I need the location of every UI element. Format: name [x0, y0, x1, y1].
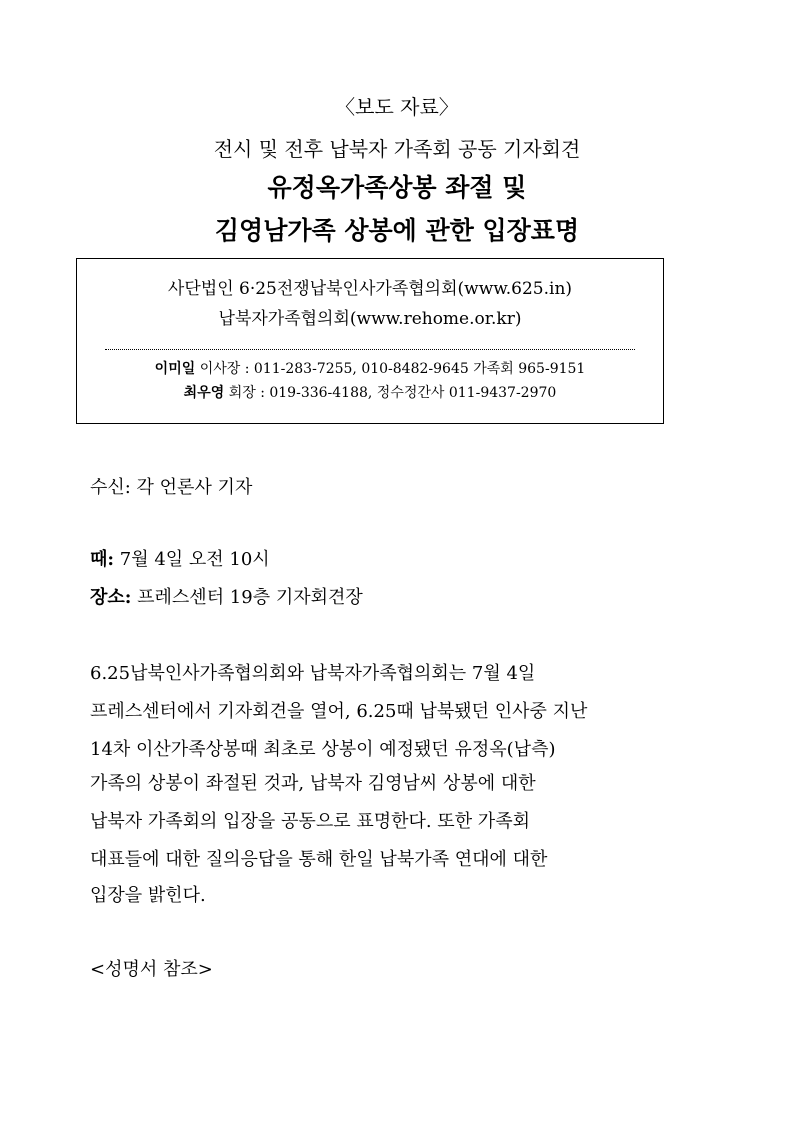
dotted-divider	[105, 349, 635, 350]
contact-2-name: 최우영	[183, 385, 225, 401]
contact-line-1	[77, 359, 663, 379]
body-line: 납북자 가족회의 입장을 공동으로 표명한다. 또한 가족회	[90, 811, 530, 832]
press-release-label: 〈보도 자료〉	[335, 95, 459, 119]
body-line: 가족의 상봉이 좌절된 것과, 납북자 김영남씨 상봉에 대한	[90, 773, 536, 794]
recipient-line: 수신: 각 언론사 기자	[90, 477, 253, 498]
press-conference-subtitle: 전시 및 전후 납북자 가족회 공동 기자회견	[213, 137, 581, 161]
place-label: 장소:	[90, 587, 132, 608]
organization-1: 사단법인 6·25전쟁납북인사가족협의회(www.625.in)	[167, 279, 573, 299]
organization-contact-box	[76, 258, 664, 424]
contact-line-2	[77, 383, 663, 403]
time-line	[90, 548, 270, 572]
statement-reference: <성명서 참조>	[90, 959, 213, 980]
time-value: 7월 4일 오전 10시	[114, 549, 270, 570]
place-value: 프레스센터 19층 기자회견장	[131, 587, 363, 608]
title-line-2: 김영남가족 상봉에 관한 입장표명	[214, 216, 580, 245]
organization-2: 납북자가족협의회(www.rehome.or.kr)	[218, 309, 522, 329]
body-line: 14차 이산가족상봉때 최초로 상봉이 예정됐던 유정옥(납측)	[90, 739, 556, 760]
body-line: 6.25납북인사가족협의회와 납북자가족협의회는 7월 4일	[90, 663, 536, 684]
body-line: 프레스센터에서 기자회견을 열어, 6.25때 납북됐던 인사중 지난	[90, 701, 588, 722]
contact-1-name: 이미일	[154, 361, 196, 377]
body-line: 대표들에 대한 질의응답을 통해 한일 납북가족 연대에 대한	[90, 849, 548, 870]
place-line	[90, 586, 363, 610]
contact-1-detail: 이사장 : 011-283-7255, 010-8482-9645 가족회 965-9151	[195, 361, 586, 377]
body-line: 입장을 밝힌다.	[90, 885, 206, 906]
contact-2-detail: 회장 : 019-336-4188, 정수정간사 011-9437-2970	[224, 385, 557, 401]
title-line-1: 유정옥가족상봉 좌절 및	[267, 173, 527, 202]
time-label: 때:	[90, 549, 115, 570]
